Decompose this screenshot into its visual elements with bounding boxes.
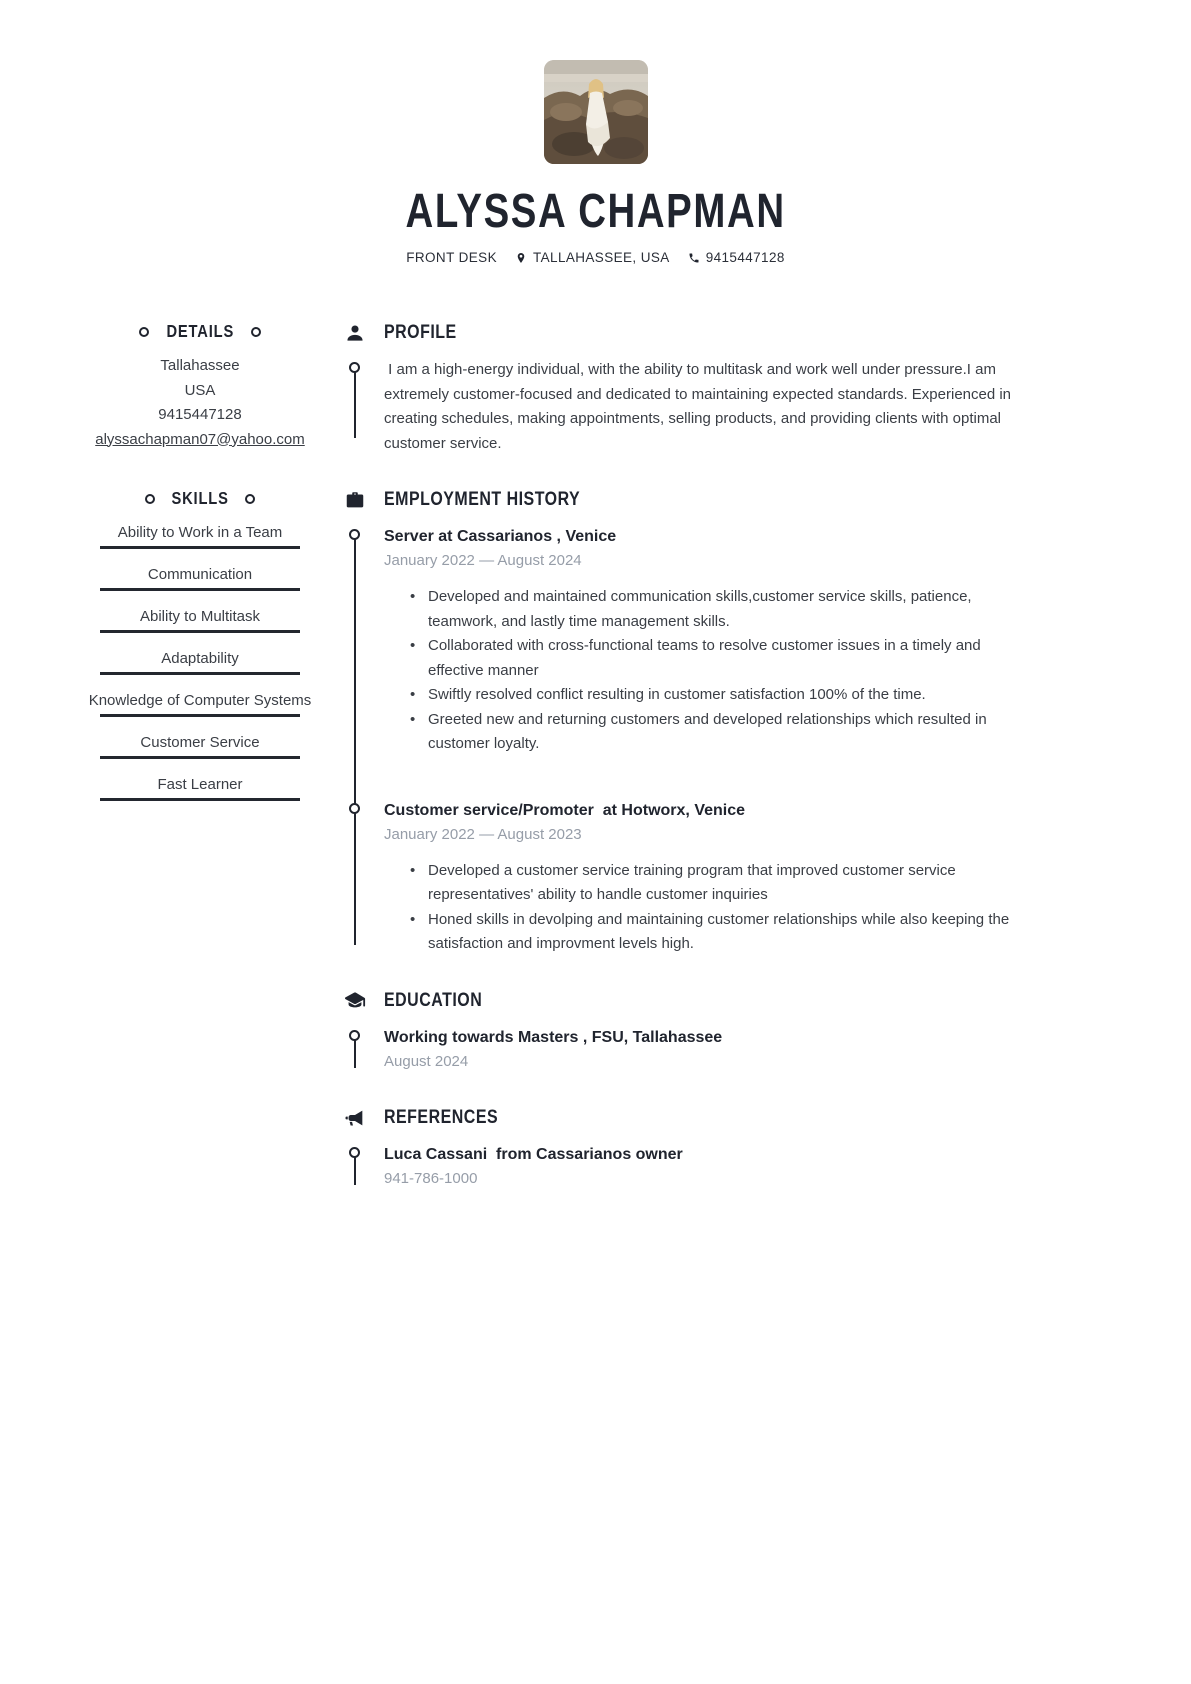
profile-photo-illustration [544,60,648,164]
job-title-group [406,250,497,265]
bullet-item: • Developed a customer service training program that improved customer service representatives' ability to handle customer inquiries [384,859,1035,908]
location-group [515,250,670,265]
employment-body [335,525,1035,957]
timeline-dot [349,529,360,540]
skill-item: Knowledge of Computer Systems [65,689,335,717]
skill-item: Customer Service [65,731,335,759]
bullet-item: • Collaborated with cross-functional teams to resolve customer issues in a timely and effective manner [384,634,1035,683]
job-bullets [384,859,1035,957]
job-title: Server at Cassarianos , Venice [384,528,617,545]
details-phone: 9415447128 [158,406,242,423]
ring-icon [251,327,261,337]
details-city: Tallahassee [160,357,240,374]
resume-body [0,265,1191,1223]
timeline-dot [349,1030,360,1041]
profile-body [335,358,1035,456]
education-section [335,989,1035,1074]
profile-header [335,321,1035,345]
timeline-dot [349,1147,360,1158]
reference-name: Luca Cassani from Cassarianos owner [384,1145,683,1163]
employment-section [335,488,1035,957]
phone-icon [688,252,700,264]
references-section [335,1106,1035,1191]
reference-phone: 941-786-1000 [384,1169,478,1187]
details-header [65,321,335,342]
person-icon [344,322,366,344]
timeline-line [354,367,356,438]
job-title: Customer service/Promoter at Hotworx, Venice [384,801,746,819]
details-title: DETAILS [166,321,234,341]
profile-text: I am a high-energy individual, with the ability to multitask and work well under pressure.I am extremely customer-focused and dedicated to maintaining expected standards. Experienced in creating schedules, making appointments, selling products, and providing clients with optimal customer service. [384,361,1016,452]
skill-underline [100,630,300,633]
skill-underline [100,714,300,717]
skills-section [65,488,335,801]
references-header [335,1106,1035,1130]
skill-underline [100,798,300,801]
job-title: FRONT DESK [406,250,497,265]
timeline-line [354,534,356,945]
ring-icon [139,327,149,337]
skills-list [65,521,335,801]
job-entry [384,525,1035,757]
education-dates: August 2024 [384,1052,469,1070]
ring-icon [145,494,155,504]
email-link[interactable]: alyssachapman07@yahoo.com [95,430,305,448]
skill-underline [100,672,300,675]
bullet-item: • Swiftly resolved conflict resulting in customer satisfaction 100% of the time. [384,683,1035,708]
phone-group [688,250,785,265]
job-dates: January 2022 — August 2023 [384,825,582,843]
main-column [335,321,1035,1223]
education-body [335,1026,1035,1074]
skill-underline [100,756,300,759]
profile-title: PROFILE [384,322,457,343]
skills-header [65,488,335,509]
education-title: EDUCATION [384,989,483,1011]
details-lines [65,354,335,452]
skills-title: SKILLS [171,488,229,508]
sidebar [65,321,335,815]
header-subtitle [0,250,1191,265]
skill-underline [100,588,300,591]
briefcase-icon [344,489,366,511]
header-location: TALLAHASSEE, USA [532,250,670,265]
megaphone-icon [344,1107,366,1129]
employment-header [335,488,1035,512]
header-phone: 9415447128 [705,250,785,265]
bullet-item: • Developed and maintained communication skills,customer service skills, patience, teamwork, and lastly time management skills. [384,585,1035,634]
references-title: REFERENCES [384,1106,499,1128]
education-entry [384,1026,1035,1074]
job-dates: January 2022 — August 2024 [384,552,582,569]
reference-entry [384,1143,1035,1191]
education-header [335,989,1035,1013]
profile-photo [544,60,648,164]
candidate-name: ALYSSA CHAPMAN [405,185,786,238]
timeline-dot [349,803,360,814]
references-body [335,1143,1035,1191]
employment-title: EMPLOYMENT HISTORY [384,489,581,510]
skill-item: Fast Learner [65,773,335,801]
skill-underline [100,546,300,549]
job-entry [384,799,1035,957]
bullet-item: • Honed skills in devolping and maintaining customer relationships while also keeping the satisfaction and improvment levels high. [384,908,1035,957]
timeline-dot [349,362,360,373]
ring-icon [245,494,255,504]
skill-item: Communication [65,563,335,591]
graduation-cap-icon [344,990,366,1012]
job-bullets [384,585,1035,757]
details-section [65,321,335,452]
bullet-item: • Greeted new and returning customers and developed relationships which resulted in customer loyalty. [384,708,1035,757]
education-degree: Working towards Masters , FSU, Tallahassee [384,1028,723,1046]
resume-header [0,0,1191,265]
skill-item: Ability to Multitask [65,605,335,633]
profile-section [335,321,1035,456]
skill-item: Adaptability [65,647,335,675]
location-pin-icon [515,251,527,265]
details-country: USA [184,381,216,399]
skill-item: Ability to Work in a Team [65,521,335,549]
profile-entry [384,358,1035,456]
